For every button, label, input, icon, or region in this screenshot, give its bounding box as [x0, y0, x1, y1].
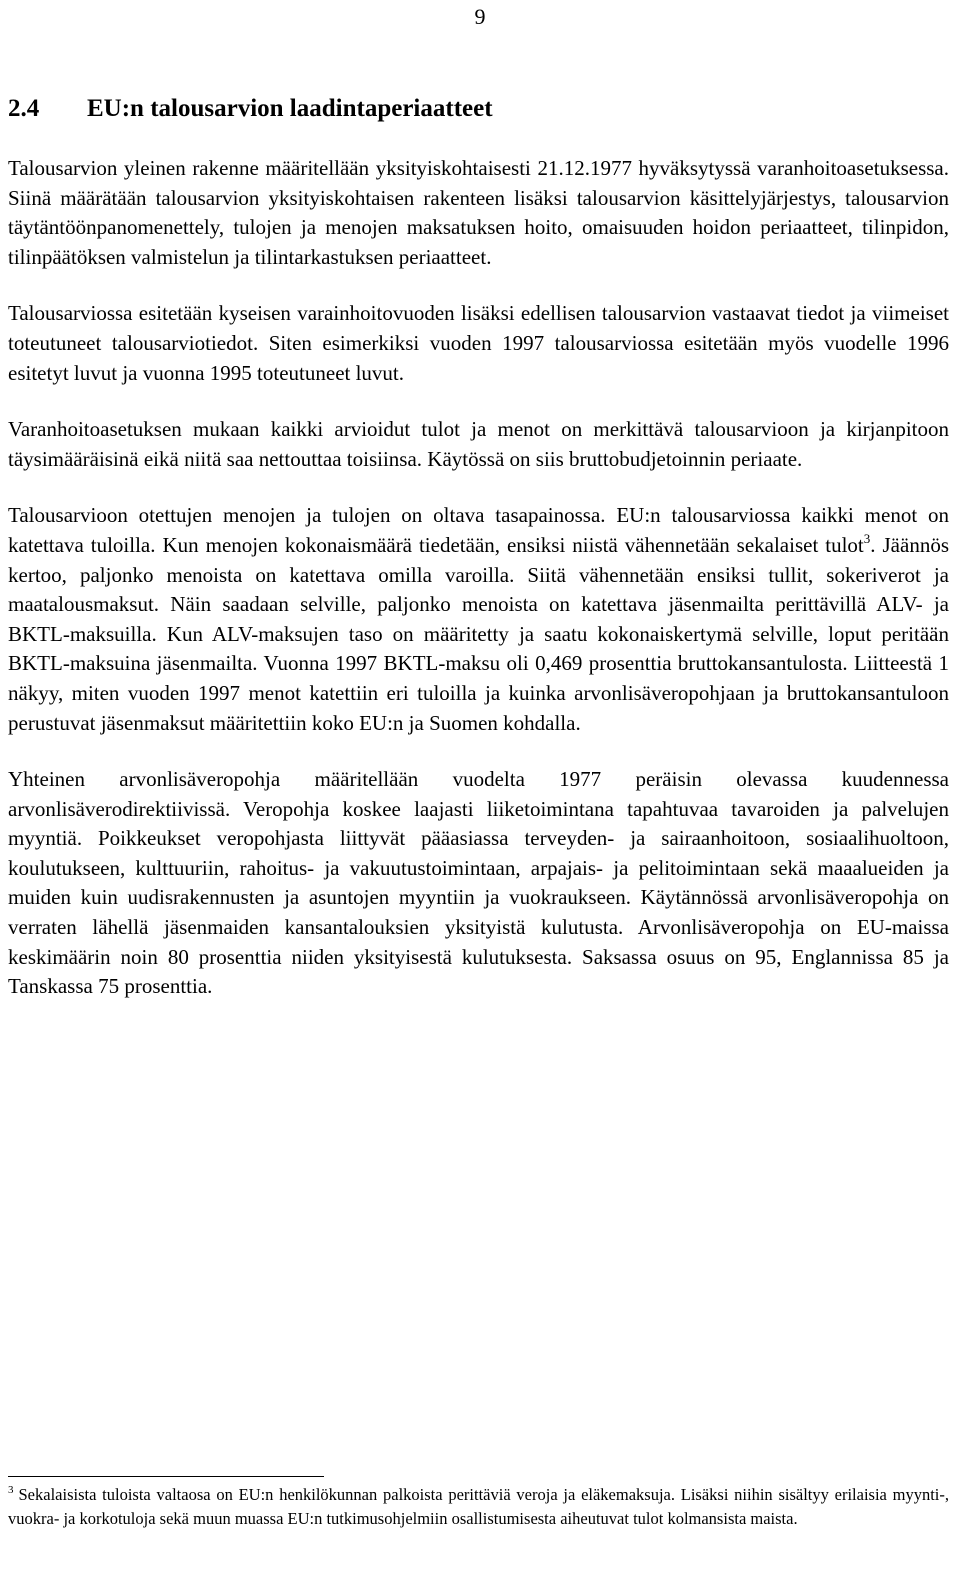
section-heading — [8, 94, 493, 124]
paragraph-4-text-before-note: Talousarvioon otettujen menojen ja tulojen on oltava tasapainossa. EU:n talousarviossa kaikki menot on katettava tuloilla. Kun menojen kokonaismäärä tiedetään, ensiksi niistä vähennetään sekalaiset tulot — [8, 503, 949, 557]
section-title: EU:n talousarvion laadintaperiaatteet — [87, 95, 493, 122]
paragraph-5: Yhteinen arvonlisäveropohja määritellään vuodelta 1977 peräisin olevassa kuudennessa arvonlisäverodirektiivissä. Veropohja koskee laajasti liiketoimintana tapahtuvaa tavaroiden ja palvelujen myyntiä. Poikkeukset veropohjasta liittyvät pääasiassa terveyden- ja sairaanhoitoon, sosiaalihuoltoon, koulutukseen, kulttuuriin, rahoitus- ja vakuutustoimintaan, arpajais- ja pelitoimintaan sekä maaalueiden ja muiden kuin uudisrakennusten ja asuntojen myyntiin ja vuokraukseen. Käytännössä arvonlisäveropohja on verraten lähellä jäsenmaiden kansantalouksien yksityistä kulutusta. Arvonlisäveropohja on EU-maissa keskimäärin noin 80 prosenttia niiden yksityisestä kulutuksesta. Saksassa osuus on 95, Englannissa 85 ja Tanskassa 75 prosenttia. — [8, 767, 949, 999]
paragraph-2: Talousarviossa esitetään kyseisen varainhoitovuoden lisäksi edellisen talousarvion vastaavat tiedot ja viimeiset toteutuneet talousarviotiedot. Siten esimerkiksi vuoden 1997 talousarviossa esitetään myös vuodelle 1996 esitetyt luvut ja vuonna 1995 toteutuneet luvut. — [8, 301, 949, 385]
footnote — [8, 1483, 949, 1530]
body-text — [8, 154, 949, 1029]
paragraph-4-text-after-note: . Jäännös kertoo, paljonko menoista on katettava omilla varoilla. Siitä vähennetään ensiksi tullit, sokeriverot ja maatalousmaksut. Näin saadaan selville, paljonko menoista on katettava jäsenmailta perittävillä ALV- ja BKTL-maksuilla. Kun ALV-maksujen taso on määritetty ja saatu kokonaiskertymä selville, loput peritään BKTL-maksuina jäsenmailta. Vuonna 1997 BKTL-maksu oli 0,469 prosenttia bruttokansantulosta. Liitteestä 1 näkyy, miten vuoden 1997 menot katettiin eri tuloilla ja kuinka arvonlisäveropohjaan ja bruttokansantuloon perustuvat jäsenmaksut määritettiin koko EU:n ja Suomen kohdalla. — [8, 532, 949, 735]
paragraph-3: Varanhoitoasetuksen mukaan kaikki arvioidut tulot ja menot on merkittävä talousarvioon ja kirjanpitoon täysimääräisinä eikä niitä saa nettouttaa toisiinsa. Käytössä on siis bruttobudjetoinnin periaate. — [8, 417, 949, 471]
section-number: 2.4 — [8, 95, 40, 122]
page-number: 9 — [474, 4, 486, 29]
footnote-divider — [8, 1476, 324, 1477]
footnote-reference: 3 — [863, 530, 871, 546]
paragraph-1: Talousarvion yleinen rakenne määritellään yksityiskohtaisesti 21.12.1977 hyväksytyssä varanhoitoasetuksessa. Siinä määrätään talousarvion yksityiskohtaisen rakenteen lisäksi talousarvion käsittelyjärjestys, talousarvion täytäntöönpanomenettely, tulojen ja menojen maksatuksen hoito, omaisuuden hoidon periaatteet, tilinpidon, tilinpäätöksen valmistelun ja tilintarkastuksen periaatteet. — [8, 156, 949, 269]
paragraph-4 — [8, 501, 949, 738]
footnote-text: Sekalaisista tuloista valtaosa on EU:n henkilökunnan palkoista perittäviä veroja ja eläkemaksuja. Lisäksi niihin sisältyy erilaisia myynti-, vuokra- ja korkotuloja sekä muun muassa EU:n tutkimusohjelmiin osallistumisesta aiheutuvat tulot kolmansista maista. — [8, 1485, 949, 1528]
footnote-marker: 3 — [8, 1484, 14, 1496]
